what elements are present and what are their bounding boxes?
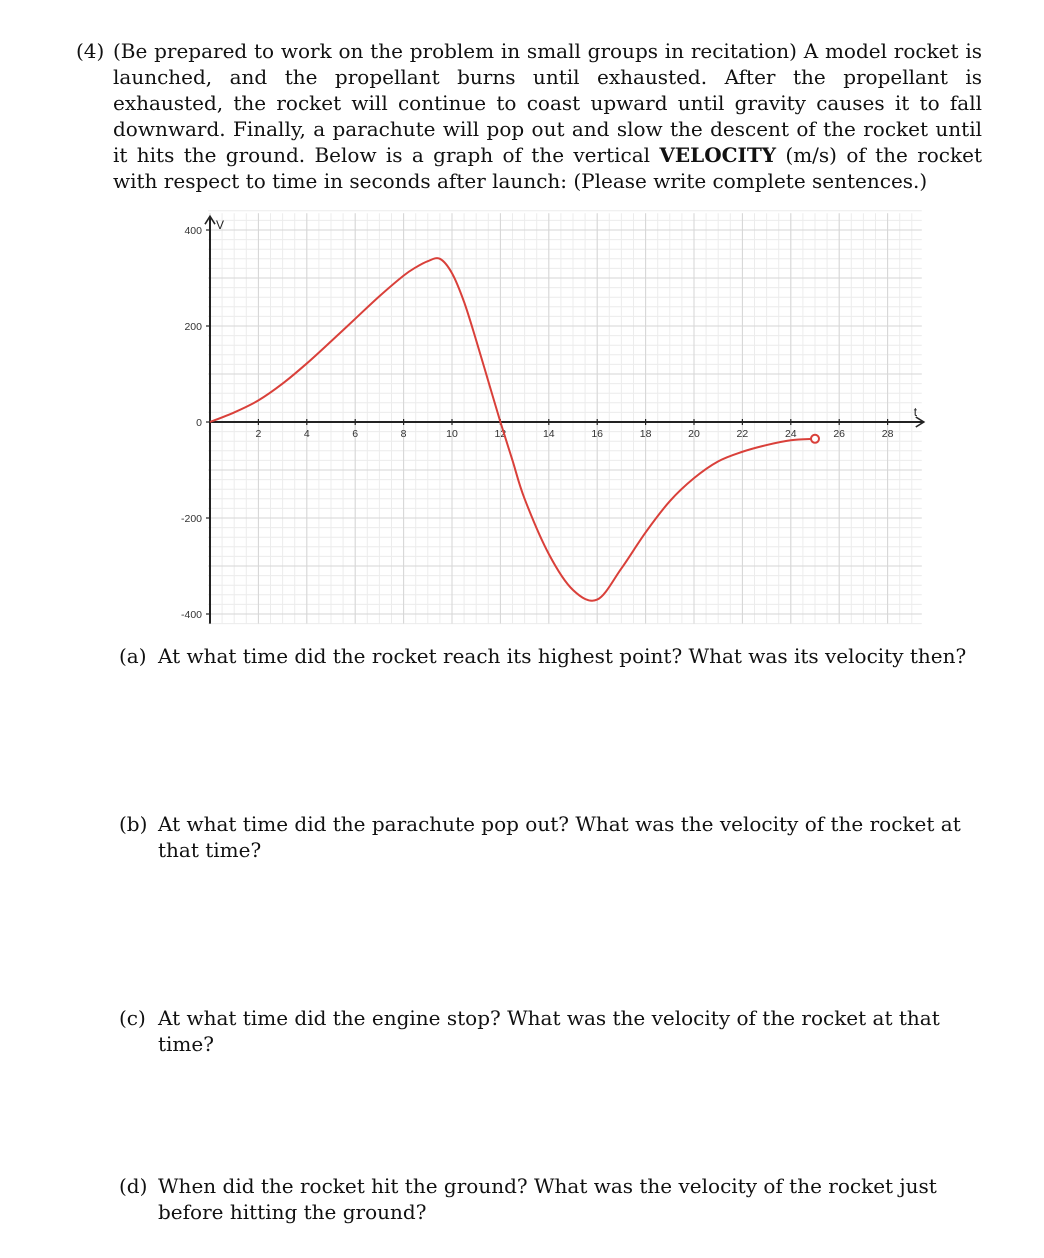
x-tick-label: 18	[639, 428, 652, 440]
x-tick-label: 14	[542, 428, 555, 440]
question-label: (a)	[119, 644, 147, 668]
y-tick-label: 400	[184, 225, 202, 237]
y-tick-label: 200	[184, 321, 202, 333]
x-axis-label: t	[913, 405, 918, 419]
series-end-open-circle	[811, 435, 819, 443]
problem-body	[113, 38, 982, 194]
x-tick-label: 20	[688, 428, 700, 440]
problem-bold-word: VELOCITY	[659, 143, 777, 167]
question-label: (d)	[119, 1174, 148, 1198]
problem-text-after: (m/s) of the rocket with respect to time in seconds after launch: (Please write complete sentences.)	[113, 143, 983, 193]
x-tick-label: 22	[736, 428, 749, 440]
velocity-chart	[150, 198, 918, 628]
x-tick-label: 28	[881, 428, 894, 440]
y-tick-label: -200	[180, 513, 202, 525]
question-text: At what time did the parachute pop out? What was the velocity of the rocket at that time?	[158, 812, 961, 862]
axes	[205, 216, 924, 623]
question-label: (b)	[119, 812, 148, 836]
x-tick-label: 2	[255, 428, 262, 440]
x-tick-label: 4	[303, 428, 310, 440]
x-tick-label: 26	[833, 428, 846, 440]
question-text: When did the rocket hit the ground? What was the velocity of the rocket just before hitting the ground?	[158, 1174, 937, 1224]
grid-minor	[208, 211, 922, 624]
y-axis-label: V	[216, 218, 225, 233]
problem-number: (4)	[76, 39, 105, 63]
series-lines	[210, 258, 819, 601]
question-d	[119, 1173, 984, 1225]
x-tick-label: 12	[494, 428, 507, 440]
question-text: At what time did the engine stop? What was the velocity of the rocket at that time?	[158, 1006, 940, 1056]
question-a	[119, 643, 984, 669]
x-tick-label: 6	[352, 428, 359, 440]
x-tick-label: 10	[446, 428, 458, 440]
problem-statement	[76, 38, 982, 194]
question-b	[119, 811, 984, 863]
question-c	[119, 1005, 984, 1057]
y-tick-label: 0	[196, 417, 202, 429]
x-tick-label: 16	[591, 428, 604, 440]
y-tick-label: -400	[180, 609, 202, 621]
problem-text-before: (Be prepared to work on the problem in small groups in recitation) A model rocket is launched, and the propellant burns until exhausted. After the propellant is exhausted, the rocket will continue to coast upward until gravity causes it to fall downward. Finally, a parachute will pop out and slow the descent of the rocket until it hits the ground. Below is a graph of the vertical	[113, 39, 982, 167]
x-tick-label: 8	[400, 428, 407, 440]
question-label: (c)	[119, 1006, 146, 1030]
question-text: At what time did the rocket reach its highest point? What was its velocity then?	[158, 644, 967, 668]
velocity-chart-svg	[150, 198, 918, 628]
x-tick-label: 24	[784, 428, 797, 440]
